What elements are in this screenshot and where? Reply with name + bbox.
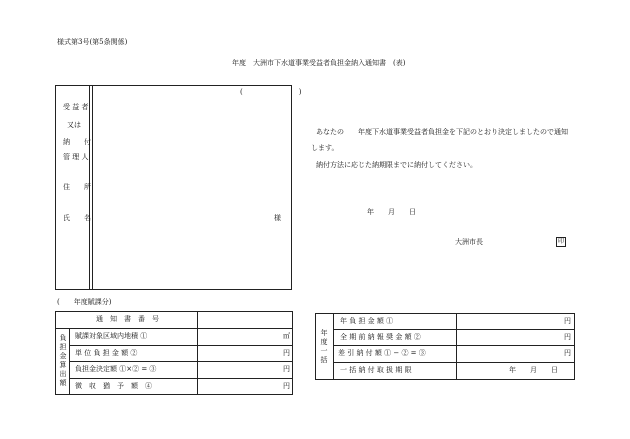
row-decided-amount-label: 負担金決定額 ①×② = ③ — [75, 365, 157, 373]
honorific-sama: 様 — [274, 214, 281, 222]
calc-table-row-rule — [69, 361, 293, 362]
paren-blank: ( ) — [240, 88, 302, 96]
row-deadline-date: 年 月 日 — [509, 366, 558, 374]
row-unit-price-label: 単 位 負 担 金 額 ② — [75, 349, 138, 357]
mayor-name: 大洲市長 — [455, 238, 483, 246]
row-deadline-label: 一 括 納 付 取 扱 期 限 — [340, 366, 412, 374]
label-kanrinin: 管 理 人 — [63, 153, 89, 161]
label-jueki: 受 益 者 — [63, 103, 89, 111]
row-area-label: 賦課対象区域内地積 ① — [75, 332, 148, 340]
label-nofu: 納 付 — [63, 138, 91, 146]
calc-table-row-rule — [69, 378, 293, 379]
notice-line-1: あなたの 年度下水道事業受益者負担金を下記のとおり決定しましたので通知 — [316, 128, 568, 136]
document-title: 年度 大洲市下水道事業受益者負担金納入通知書 (表) — [232, 59, 406, 67]
row-annual-amount-unit: 円 — [564, 317, 571, 325]
calc-table-value-divider — [197, 311, 198, 395]
mayor-seal: 印 — [557, 238, 564, 245]
row-prepay-reward-label: 全 期 前 納 報 奨 金 額 ② — [340, 333, 421, 341]
lump-sum-value-divider — [456, 313, 457, 380]
label-name: 氏 名 — [63, 214, 91, 222]
row-deferral-label: 徴 収 猶 予 額 ④ — [75, 382, 152, 390]
row-net-payment-label: 差 引 納 付 額 ① − ② = ③ — [338, 349, 426, 357]
notice-line-3: 納付方法に応じた納期限までに納付してください。 — [316, 161, 477, 169]
recipient-divider-inner — [92, 85, 93, 290]
notice-line-2: します。 — [311, 144, 339, 152]
notice-number-header: 通 知 書 番 号 — [96, 315, 159, 323]
fiscal-year-note: ( 年度賦課分) — [57, 298, 112, 306]
row-annual-amount-label: 年 負 担 金 額 ① — [340, 317, 394, 325]
lump-sum-row-rule — [333, 345, 575, 346]
form-number: 様式第3号(第5条関係) — [57, 38, 128, 46]
row-decided-amount-unit: 円 — [283, 365, 290, 373]
row-prepay-reward-unit: 円 — [564, 333, 571, 341]
lump-sum-row-rule — [333, 329, 575, 330]
row-area-unit: ㎡ — [283, 332, 290, 340]
lump-sum-side-label: 年度一括 — [320, 329, 328, 364]
label-mataha: 又は — [67, 121, 81, 129]
notice-date: 年 月 日 — [367, 208, 416, 216]
row-deferral-unit: 円 — [283, 382, 290, 390]
row-net-payment-unit: 円 — [564, 349, 571, 357]
lump-sum-side-divider — [333, 313, 334, 380]
label-address: 住 所 — [63, 183, 91, 191]
calc-table-header-rule — [55, 328, 293, 329]
row-unit-price-unit: 円 — [283, 349, 290, 357]
lump-sum-row-rule — [333, 362, 575, 363]
calc-table-row-rule — [69, 345, 293, 346]
calc-side-label: 負担金算出額 — [59, 334, 67, 387]
